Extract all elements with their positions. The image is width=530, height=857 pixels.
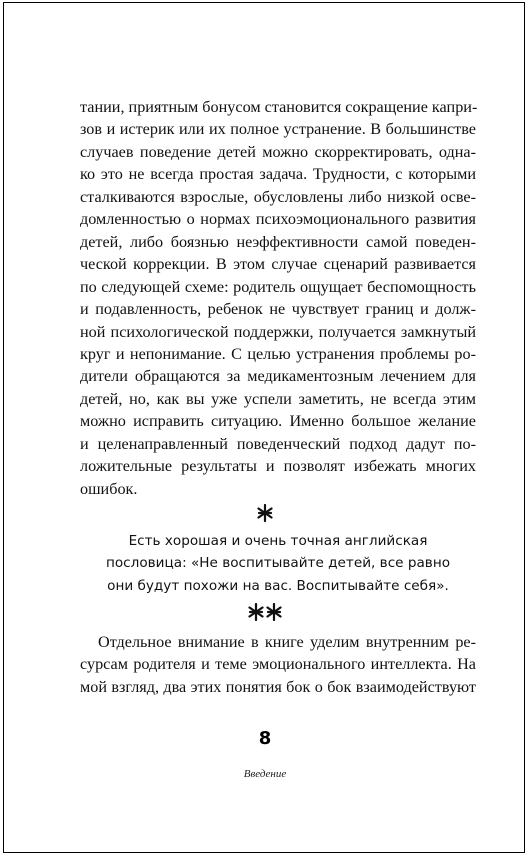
- text-line: и целенаправленный поведенческий подход дадут по-: [80, 434, 476, 453]
- body-paragraph-1: [80, 96, 476, 500]
- text-line: сталкиваются взрослые, обусловлены либо низкой осве-: [80, 187, 476, 206]
- text-line: тании, приятным бонусом становится сокращение капри-: [80, 98, 478, 116]
- text-line: Отдельное внимание в книге уделим внутренним ре-: [98, 633, 476, 651]
- text-line: дители обращаются за медикаментозным лечением для: [80, 367, 476, 386]
- quote-line: они будут похожи на вас. Воспитывайте себя».: [107, 577, 449, 594]
- text-line: домленностью о нормах психоэмоционального развития: [80, 210, 476, 229]
- page-number: 8: [258, 728, 272, 749]
- text-line: мой взгляд, два этих понятия бок о бок взаимодействуют: [80, 677, 476, 696]
- text-line: ной психологической поддержки, получается замкнутый: [80, 322, 476, 341]
- text-line: по следующей схеме: родитель ощущает беспомощность: [80, 277, 476, 296]
- text-line: сурсам родителя и теме эмоционального интеллекта. На: [80, 655, 476, 674]
- text-line: и подавленность, ребенок не чувствует границ и долж-: [80, 300, 476, 319]
- text-line: ошибок.: [80, 479, 138, 498]
- text-line: детей, либо боязнью неэффективности самой поведен-: [80, 232, 476, 251]
- text-line: случаев поведение детей можно скорректировать, одна-: [80, 142, 476, 161]
- epigraph-quote: [80, 530, 476, 597]
- text-line: ложительные результаты и позволят избежать многих: [80, 457, 476, 476]
- text-line: зов и истерик или их полное устранение. В большинстве: [80, 120, 476, 139]
- text-line: детей, но, как вы уже успели заметить, не всегда этим: [80, 389, 476, 408]
- text-line: круг и непонимание. С целью устранения проблемы ро-: [80, 344, 476, 363]
- text-line: ко это не всегда простая задача. Трудности, с которыми: [80, 165, 476, 184]
- quote-line: Есть хорошая и очень точная английская: [128, 533, 428, 549]
- running-footer: Введение: [243, 768, 287, 780]
- body-paragraph-2: [80, 631, 476, 698]
- asterisk-ornament-icon: [0, 504, 530, 527]
- text-line: ческой коррекции. В этом случае сценарий развивается: [80, 255, 476, 274]
- text-line: можно исправить ситуацию. Именно большое желание: [80, 412, 476, 431]
- double-asterisk-ornament-icon: [0, 603, 530, 626]
- quote-line: пословица: «Не воспитывайте детей, все равно: [105, 555, 451, 572]
